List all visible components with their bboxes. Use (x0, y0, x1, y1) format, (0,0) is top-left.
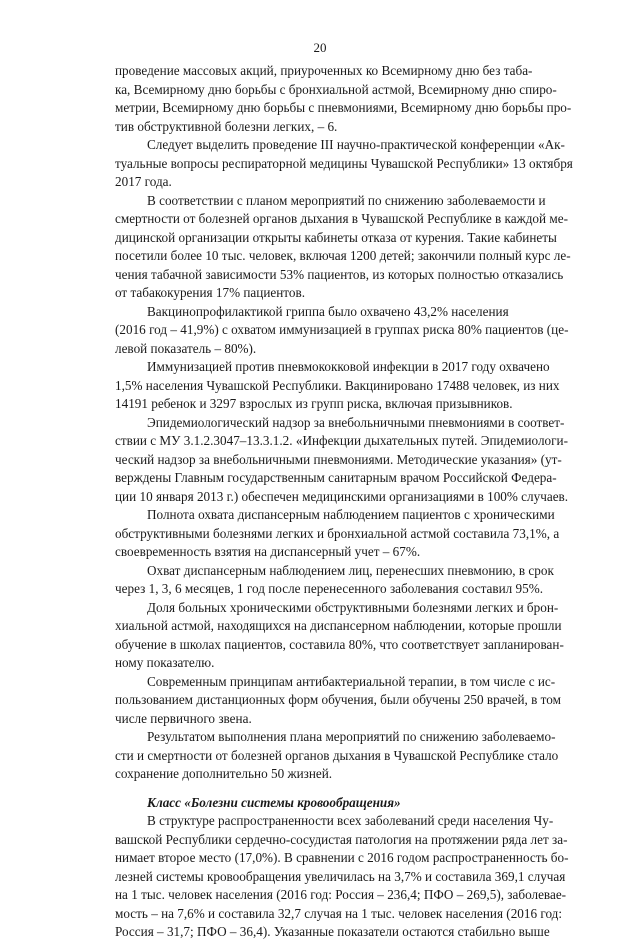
paragraph-dispensary-coverage: Полнота охвата диспансерным наблюдением пациентов с хроническими обструктивными болезнями легких и бронхиальной астмой составила 73,1%, а своевременность взятия на диспансерный учет – 67%. (115, 507, 560, 559)
paragraph-epidemiological-surveillance: Эпидемиологический надзор за внебольничными пневмониями в соответ- ствии с МУ 3.1.2.3047–13.3.1.2. «Инфекции дыхательных путей. Эпидемиологи- ческий надзор за внебольничными пневмониями. Методические указания» (ут- верждены Главным государственным санитарным врачом Российской Федера- ции 10 января 2013 г.) обеспечен медицинскими организациями в 100% случаев. (115, 414, 569, 504)
paragraph-plan-result: Результатом выполнения плана мероприятий по снижению заболеваемо- сти и смертности от болезней органов дыхания в Чувашской Республике стало сохранение дополнительно 50 жизней. (115, 729, 559, 781)
paragraph-pneumococcal-immunization: Иммунизацией против пневмококковой инфекции в 2017 году охвачено 1,5% населения Чувашской Республики. Вакцинировано 17488 человек, из них 14191 ребенок и 3297 взрослых из групп риска, включая призывников. (115, 359, 560, 411)
section-heading: Класс «Болезни системы кровообращения» (147, 794, 401, 810)
page-body (115, 62, 600, 942)
paragraph-pneumonia-followup: Охват диспансерным наблюдением лиц, перенесших пневмонию, в срок через 1, 3, 6 месяцев, 1 год после перенесенного заболевания составил 95%. (115, 562, 554, 596)
paragraph-flu-vaccination: Вакцинопрофилактикой гриппа было охвачено 43,2% населения (2016 год – 41,9%) с охватом иммунизацией в группах риска 80% пациентов (це- левой показатель – 80%). (115, 303, 569, 356)
page-number: 20 (313, 40, 327, 55)
paragraph-mass-actions: проведение массовых акций, приуроченных ко Всемирному дню без таба- ка, Всемирному дню борьбы с бронхиальной астмой, Всемирному дню спиро- метрии, Всемирному дню борьбы с пневмониями, Всемирному дню борьбы про- тив обструктивной болезни легких, – 6. (115, 63, 572, 134)
paragraph-conference: Следует выделить проведение III научно-практической конференции «Ак- туальные вопросы респираторной медицины Чувашской Республики» 13 октября 2017 года. (115, 137, 573, 189)
paragraph-patient-schools: Доля больных хроническими обструктивными болезнями легких и брон- хиальной астмой, находящихся на диспансерном наблюдении, которые прошли обучение в школах пациентов, составила 80%, что соответствует запланирован- ному показателю. (115, 599, 564, 670)
paragraph-antibacterial-training: Современным принципам антибактериальной терапии, в том числе с ис- пользованием дистанционных форм обучения, были обучены 250 врачей, в том числе первичного звена. (115, 673, 561, 726)
paragraph-circulatory-diseases: В структуре распространенности всех заболеваний среди населения Чу- вашской Республики сердечно-сосудистая патология на протяжении ряда лет за- нимает второе место (17,0%). В сравнении с 2016 годом распространенность бо- лезней системы кровообращения увеличилась на 3,7% и составила 369,1 случая на 1 тыс. человек населения (2016 год: Россия – 236,4; ПФО – 269,5), заболевае- мость – на 7,6% и составила 32,7 случая на 1 тыс. человек населения (2016 год: Россия – 31,7; ПФО – 36,4). Указанные показатели остаются стабильно выше (115, 813, 569, 939)
paragraph-smoking-cessation: В соответствии с планом мероприятий по снижению заболеваемости и смертности от болезней органов дыхания в Чувашской Республике в каждой ме- дицинской организации открыты кабинеты отказа от курения. Такие кабинеты посетили более 10 тыс. человек, включая 1200 детей; закончили полный курс ле- чения табачной зависимости 53% пациентов, из которых полностью отказались от табакокурения 17% пациентов. (115, 192, 571, 300)
